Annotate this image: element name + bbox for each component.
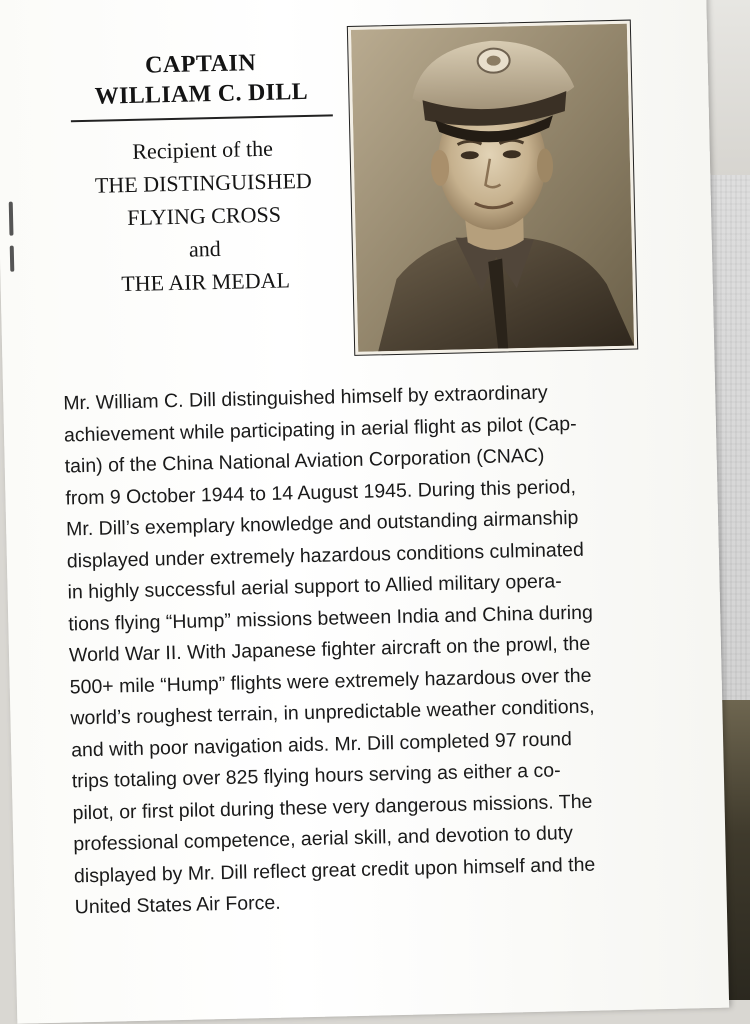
portrait-frame [347,20,638,356]
citation-line: Mr. Dill’s exemplary knowledge and outstanding airmanship [65,506,579,541]
award-line: Recipient of the [132,135,274,164]
portrait-photo [351,24,634,352]
citation-line: 500+ mile “Hump” flights were extremely hazardous over the [69,664,592,698]
citation-line: and with poor navigation aids. Mr. Dill completed 97 round [70,727,573,761]
citation-line: United States Air Force. [74,891,281,919]
award-line: THE DISTINGUISHED [94,167,313,198]
award-line: FLYING CROSS [126,201,282,231]
citation-line: Mr. William C. Dill distinguished himself by extraordinary [63,381,548,415]
citation-line: pilot, or first pilot during these very dangerous missions. The [72,790,593,824]
award-line: THE AIR MEDAL [120,267,291,297]
citation-line: displayed under extremely hazardous conditions culminated [66,538,585,572]
award-line: and [188,235,221,262]
citation-line: achievement while participating in aerial flight as pilot (Cap- [63,412,577,447]
citation-line: trips totaling over 825 flying hours serving as either a co- [71,759,561,793]
person-name: WILLIAM C. DILL [94,78,309,110]
citation-line: tions flying “Hump” missions between India and China during [68,601,594,635]
rank-title: CAPTAIN [144,50,257,79]
citation-line: professional competence, aerial skill, and devotion to duty [73,822,574,856]
citation-line: World War II. With Japanese fighter aircraft on the prowl, the [68,632,591,667]
title-block [55,46,351,302]
citation-text [63,375,693,924]
binding-mark [9,202,14,236]
citation-line: world’s roughest terrain, in unpredictable weather conditions, [70,695,595,730]
citation-line: displayed by Mr. Dill reflect great credit upon himself and the [73,853,596,887]
citation-line: in highly successful aerial support to Allied military opera- [67,570,562,604]
binding-mark [10,246,15,272]
citation-line: tain) of the China National Aviation Corporation (CNAC) [64,444,545,478]
citation-line: from 9 October 1944 to 14 August 1945. During this period, [65,475,577,510]
award-list [57,130,351,302]
title-underline [71,114,333,122]
